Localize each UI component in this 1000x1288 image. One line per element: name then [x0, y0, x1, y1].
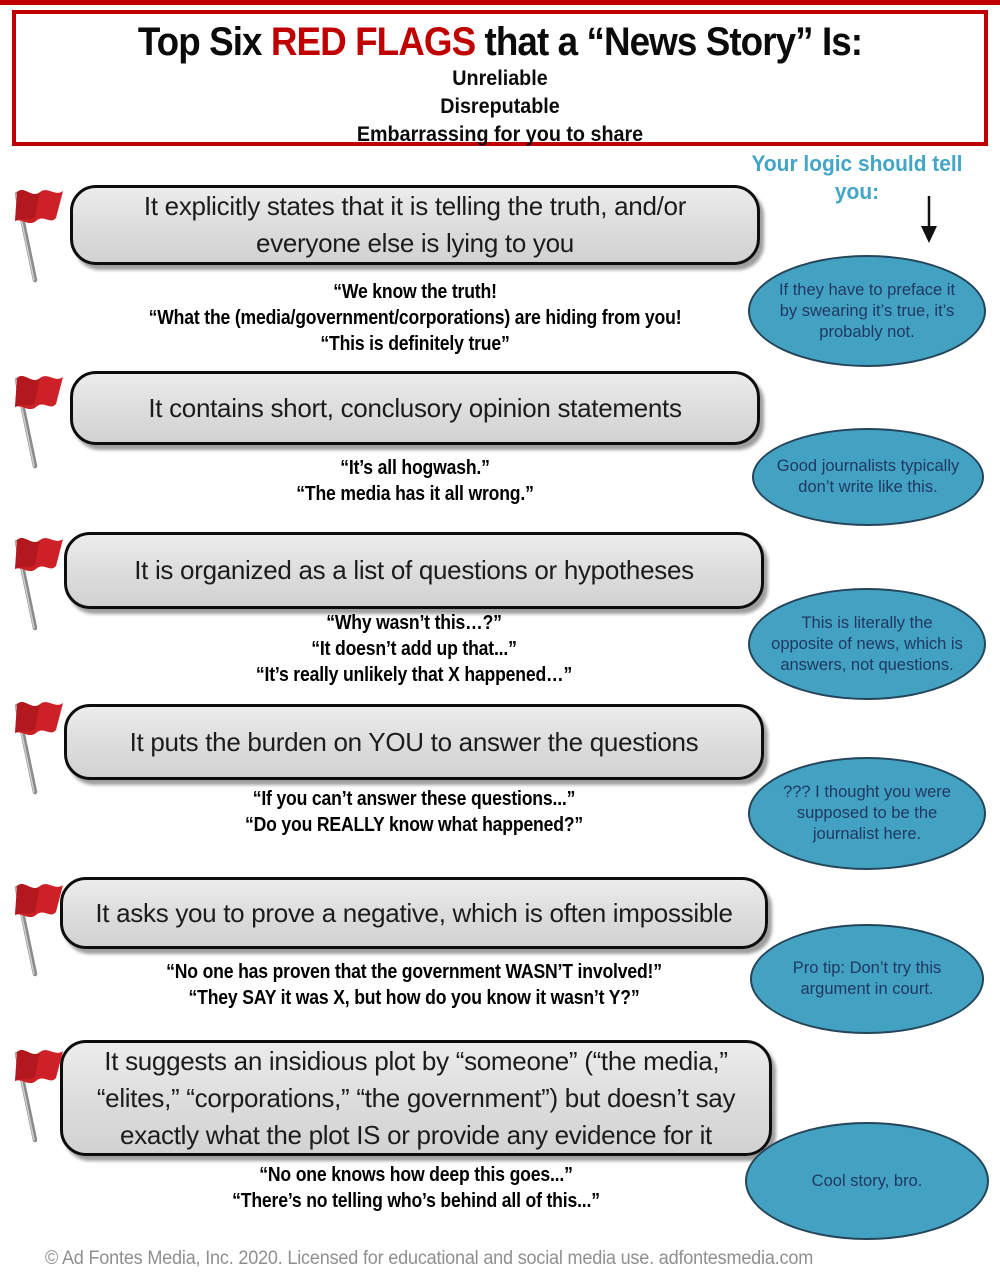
logic-ellipse	[752, 428, 984, 526]
flag-statement-text: It explicitly states that it is telling the truth, and/or everyone else is lying to you	[143, 191, 687, 258]
logic-text: If they have to preface it by swearing it’s true, it’s probably not.	[778, 280, 956, 341]
title-box	[12, 10, 988, 146]
flag-statement-box	[64, 704, 764, 780]
quote-line: “It’s all hogwash.”	[340, 457, 490, 479]
flag-statement-box	[70, 185, 760, 265]
quote-line: “This is definitely true”	[320, 333, 510, 355]
logic-text: Pro tip: Don’t try this argument in court.	[792, 959, 942, 998]
red-flag-icon	[4, 374, 64, 469]
example-quotes	[70, 455, 760, 507]
quote-line: “It’s really unlikely that X happened…”	[255, 664, 573, 686]
example-quotes	[60, 1162, 772, 1214]
flag-statement-text: It is organized as a list of questions or hypotheses	[134, 555, 694, 585]
example-quotes	[64, 786, 764, 838]
logic-text: Cool story, bro.	[811, 1171, 923, 1190]
top-red-rule	[0, 0, 1000, 5]
quote-line: “We know the truth!	[333, 281, 497, 303]
page-title	[55, 20, 946, 65]
quote-line: “What the (media/government/corporations) are hiding from you!	[148, 307, 682, 329]
subtitle-embarrassing: Embarrassing for you to share	[356, 123, 644, 146]
flag-statement-text: It asks you to prove a negative, which is often impossible	[95, 897, 733, 928]
flag-statement-text: It contains short, conclusory opinion statements	[148, 392, 682, 423]
logic-ellipse	[745, 1122, 989, 1240]
red-flag-icon	[4, 1048, 64, 1143]
flag-statement-box	[60, 1040, 772, 1156]
quote-line: “If you can’t answer these questions...”	[252, 788, 576, 810]
quote-line: “Do you REALLY know what happened?”	[244, 814, 584, 836]
title-prefix: Top Six	[137, 20, 271, 64]
logic-column-heading: Your logic should tell you:	[751, 151, 963, 204]
quote-line: “The media has it all wrong.”	[296, 483, 534, 505]
quote-line: “Why wasn’t this…?”	[326, 612, 502, 634]
quote-line: “No one knows how deep this goes...”	[259, 1164, 573, 1186]
example-quotes	[64, 610, 764, 688]
flag-statement-text: It suggests an insidious plot by “someone” (“the media,” “elites,” “corporations,” “the government”) but doesn’t say exactly what the plot IS or provide any evidence for it	[96, 1045, 736, 1150]
quote-line: “There’s no telling who’s behind all of this...”	[232, 1190, 600, 1212]
quote-line: “It doesn’t add up that...”	[311, 638, 517, 660]
quote-line: “No one has proven that the government WASN’T involved!”	[166, 961, 662, 983]
flag-statement-box	[70, 371, 760, 445]
title-suffix: that a “News Story” Is:	[475, 20, 863, 64]
copyright-line: © Ad Fontes Media, Inc. 2020. Licensed for educational and social media use. adfontesmedia.com	[45, 1248, 814, 1269]
logic-ellipse	[748, 588, 986, 700]
quote-line: “They SAY it was X, but how do you know it wasn’t Y?”	[188, 987, 640, 1009]
example-quotes	[60, 959, 768, 1011]
red-flag-icon	[4, 188, 64, 283]
logic-ellipse	[748, 757, 986, 870]
flag-statement-box	[64, 532, 764, 609]
down-arrow-icon	[918, 196, 940, 244]
logic-ellipse	[748, 255, 986, 367]
red-flag-icon	[4, 536, 64, 631]
logic-ellipse	[750, 924, 984, 1034]
red-flag-icon	[4, 882, 64, 977]
title-highlight: RED FLAGS	[270, 20, 476, 64]
subtitle-unreliable: Unreliable	[452, 67, 548, 90]
flag-statement-box	[60, 877, 768, 949]
flag-statement-text: It puts the burden on YOU to answer the questions	[129, 726, 699, 757]
logic-text: Good journalists typically don’t write like this.	[776, 457, 960, 496]
logic-text: This is literally the opposite of news, which is answers, not questions.	[771, 613, 963, 674]
subtitle-disreputable: Disreputable	[440, 95, 560, 118]
logic-text: ??? I thought you were supposed to be the journalist here.	[783, 783, 951, 843]
red-flag-icon	[4, 700, 64, 795]
example-quotes	[70, 279, 760, 357]
